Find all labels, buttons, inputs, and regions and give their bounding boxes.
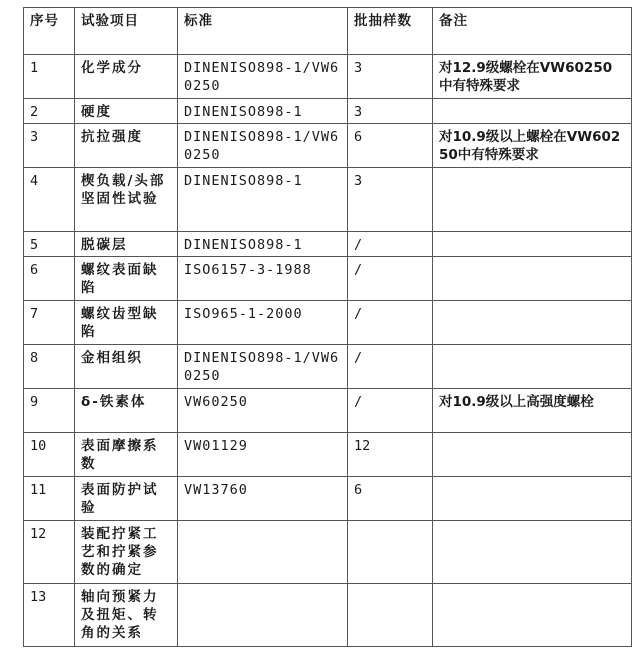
- row-no: 8: [24, 345, 75, 389]
- row-qty: [348, 521, 433, 584]
- row-item: 螺纹表面缺陷: [75, 257, 178, 301]
- row-item: 抗拉强度: [75, 124, 178, 168]
- row-item: 金相组织: [75, 345, 178, 389]
- row-note: [433, 433, 632, 477]
- header-standard: 标准: [178, 8, 348, 55]
- row-standard: DINENISO898-1/VW60250: [178, 345, 348, 389]
- row-no: 11: [24, 477, 75, 521]
- row-note: [433, 521, 632, 584]
- row-note: 对10.9级以上螺栓在VW60250中有特殊要求: [433, 124, 632, 168]
- row-qty: 3: [348, 55, 433, 99]
- row-no: 2: [24, 99, 75, 124]
- row-qty: /: [348, 301, 433, 345]
- table-row: [24, 521, 632, 584]
- row-standard: DINENISO898-1/VW60250: [178, 55, 348, 99]
- table-row: [24, 301, 632, 345]
- row-item: 脱碳层: [75, 232, 178, 257]
- row-no: 10: [24, 433, 75, 477]
- row-no: 1: [24, 55, 75, 99]
- row-qty: 3: [348, 99, 433, 124]
- row-item: 楔负载/头部坚固性试验: [75, 168, 178, 232]
- row-item: δ-铁素体: [75, 389, 178, 433]
- row-item: 轴向预紧力及扭矩、转角的关系: [75, 584, 178, 647]
- row-no: 5: [24, 232, 75, 257]
- row-note: [433, 168, 632, 232]
- row-item: 表面摩擦系数: [75, 433, 178, 477]
- row-qty: 6: [348, 124, 433, 168]
- row-standard: DINENISO898-1/VW60250: [178, 124, 348, 168]
- row-note: 对12.9级螺栓在VW60250中有特殊要求: [433, 55, 632, 99]
- row-qty: /: [348, 389, 433, 433]
- row-no: 6: [24, 257, 75, 301]
- row-qty: 12: [348, 433, 433, 477]
- row-note: [433, 232, 632, 257]
- row-note: [433, 345, 632, 389]
- row-standard: VW60250: [178, 389, 348, 433]
- row-qty: 3: [348, 168, 433, 232]
- row-item: 表面防护试验: [75, 477, 178, 521]
- row-note: 对10.9级以上高强度螺栓: [433, 389, 632, 433]
- table-row: [24, 477, 632, 521]
- row-no: 7: [24, 301, 75, 345]
- row-qty: /: [348, 345, 433, 389]
- table-row: [24, 168, 632, 232]
- row-standard: DINENISO898-1: [178, 99, 348, 124]
- test-items-table-container: [23, 7, 632, 647]
- table-row: [24, 433, 632, 477]
- row-standard: ISO6157-3-1988: [178, 257, 348, 301]
- row-standard: VW01129: [178, 433, 348, 477]
- row-standard: [178, 584, 348, 647]
- table-row: [24, 55, 632, 99]
- row-qty: /: [348, 257, 433, 301]
- row-note: [433, 301, 632, 345]
- row-item: 化学成分: [75, 55, 178, 99]
- row-note: [433, 257, 632, 301]
- table-row: [24, 389, 632, 433]
- table-row: [24, 99, 632, 124]
- row-standard: [178, 521, 348, 584]
- table-row: [24, 257, 632, 301]
- row-standard: DINENISO898-1: [178, 168, 348, 232]
- row-standard: DINENISO898-1: [178, 232, 348, 257]
- header-item: 试验项目: [75, 8, 178, 55]
- row-item: 装配拧紧工艺和拧紧参数的确定: [75, 521, 178, 584]
- row-no: 9: [24, 389, 75, 433]
- row-no: 13: [24, 584, 75, 647]
- row-item: 硬度: [75, 99, 178, 124]
- row-no: 12: [24, 521, 75, 584]
- row-qty: 6: [348, 477, 433, 521]
- row-no: 4: [24, 168, 75, 232]
- row-note: [433, 99, 632, 124]
- row-standard: VW13760: [178, 477, 348, 521]
- table-row: [24, 124, 632, 168]
- table-row: [24, 345, 632, 389]
- row-qty: [348, 584, 433, 647]
- row-no: 3: [24, 124, 75, 168]
- row-standard: ISO965-1-2000: [178, 301, 348, 345]
- row-qty: /: [348, 232, 433, 257]
- header-qty: 批抽样数: [348, 8, 433, 55]
- table-row: [24, 584, 632, 647]
- row-note: [433, 477, 632, 521]
- row-note: [433, 584, 632, 647]
- row-item: 螺纹齿型缺陷: [75, 301, 178, 345]
- table-row: [24, 232, 632, 257]
- header-note: 备注: [433, 8, 632, 55]
- test-items-table: [23, 7, 632, 647]
- table-header-row: [24, 8, 632, 55]
- header-no: 序号: [24, 8, 75, 55]
